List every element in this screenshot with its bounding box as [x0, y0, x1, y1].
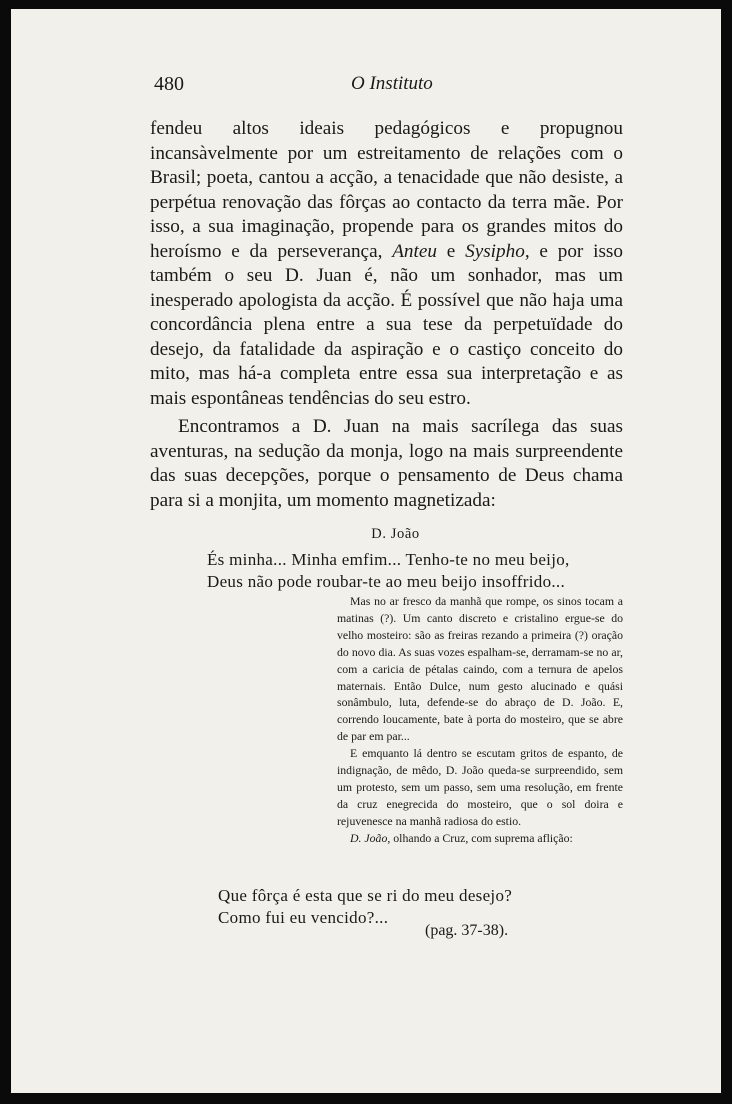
stage-direction: E emquanto lá dentro se escutam gritos de espanto, de indignação, de mêdo, D. João queda-se surpreendido, sem um protesto, sem um passo, sem uma resolução, em frente da cruz enegrecida do mosteiro, que o sol doira e rejuvenesce na manhã radiosa do estio.: [337, 746, 623, 828]
citation: (pag. 37-38).: [425, 922, 509, 939]
page-header: [11, 73, 721, 103]
verse-line: Que fôrça é esta que se ri do meu desejo?: [218, 886, 513, 905]
verse-line: Como fui eu vencido?...: [218, 908, 389, 927]
verse-line: És minha... Minha emfim... Tenho-te no meu beijo,: [207, 550, 570, 569]
verse-line: Deus não pode roubar-te ao meu beijo insoffrido...: [207, 572, 566, 591]
speaker-name: D. João,: [350, 830, 391, 845]
stage-directions: [337, 593, 623, 847]
stage-direction: Mas no ar fresco da manhã que rompe, os sinos tocam a matinas (?). Um canto discreto e cristalino ergue-se do velho mosteiro: são as freiras rezando a primeira (?) oração do novo dia. As suas vozes espalham-se, derramam-se no ar, com a caricia de pétalas caindo, com a ternura de apelos maternais. Então Dulce, num gesto alucinado e quási sonâmbulo, luta, defende-se do abraço de D. João. E, correndo loucamente, bate à porta do mosteiro, que se abre de par em par...: [337, 594, 623, 744]
text-run: e: [436, 240, 466, 262]
italic-title-anteu: Anteu: [392, 240, 437, 262]
verse-excerpt: [150, 526, 623, 593]
stage-direction: [337, 830, 623, 847]
text-run: , e por isso também o seu D. Juan é, não um sonhador, mas um inesperado apologista da acção. É possível que não haja uma concordância plena entre a sua tese da perpetuïdade do desejo, da fatalidade da aspiração e o castiço conceito do mito, mas há-a completa entre essa sua interpretação e as mais espontâneas tendências do seu estro.: [150, 240, 623, 409]
running-title: O Instituto: [351, 73, 433, 94]
body-text: [150, 117, 623, 513]
text-run: olhando a Cruz, com suprema aflição:: [390, 830, 573, 845]
book-page: [11, 9, 721, 1093]
paragraph: [150, 117, 623, 411]
italic-title-sysipho: Sysipho: [465, 240, 525, 262]
paragraph: Encontramos a D. Juan na mais sacrílega das suas aventuras, na sedução da monja, logo na mais surpreendente das suas decepções, porque o pensamento de Deus chama para si a monjita, um momento magnetizada:: [150, 416, 623, 511]
speaker-name: D. João: [371, 526, 420, 542]
closing-verses: [207, 885, 627, 929]
page-number: 480: [154, 73, 184, 95]
text-run: fendeu altos ideais pedagógicos e propugnou incansàvelmente por um estreitamento de relações com o Brasil; poeta, cantou a acção, a tenacidade que não desiste, a perpétua renovação das fôrças ao contacto da terra mãe. Por isso, a sua imaginação, propende para os grandes mitos do heroísmo e da perseverança,: [150, 118, 623, 262]
